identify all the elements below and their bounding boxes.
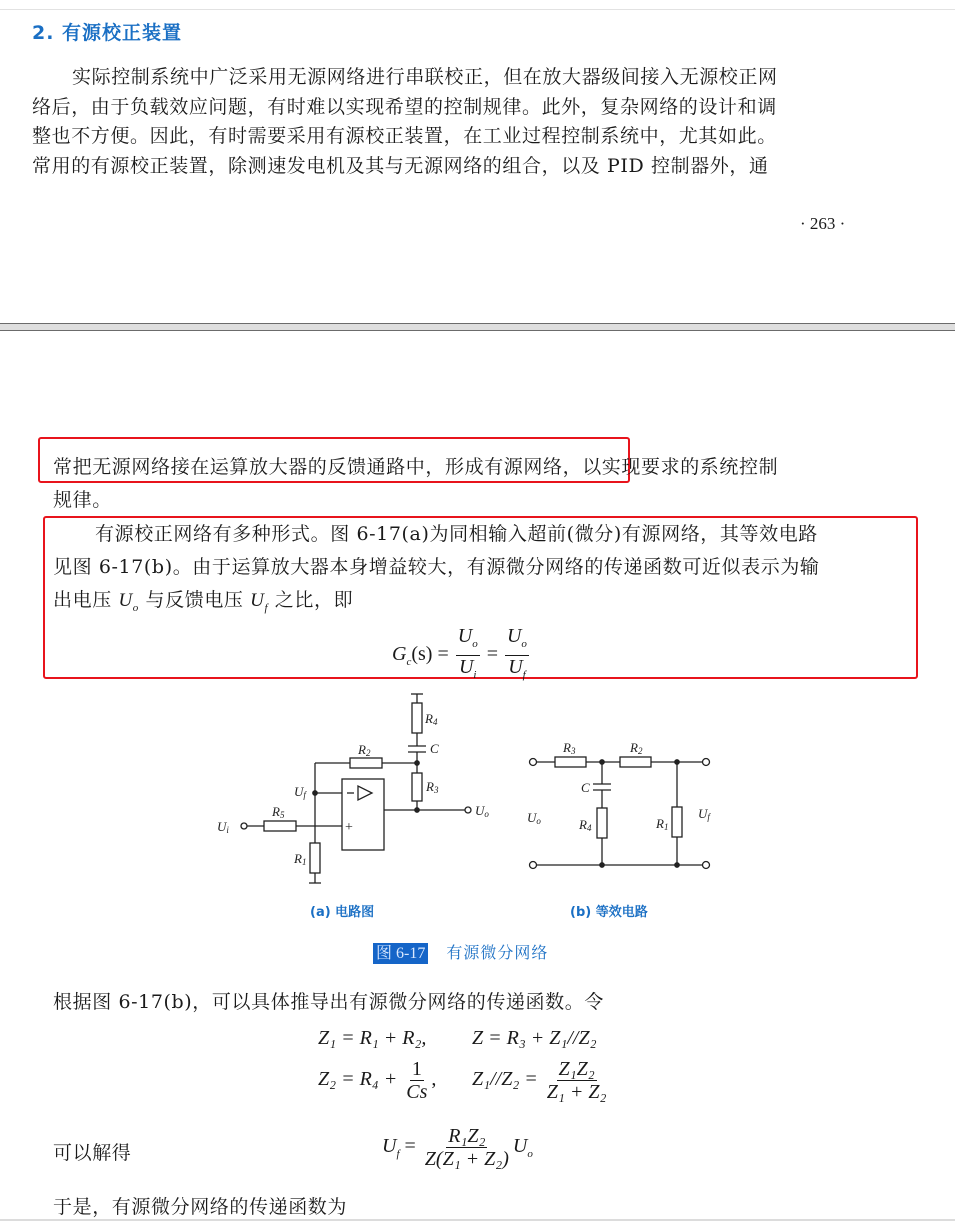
para2-line3: 出电压 $U_o$ 与反馈电压 $U_f$ 之比，即 [53, 589, 354, 614]
figure-title: 有源微分网络 [446, 943, 549, 962]
page-top-border [0, 9, 955, 10]
svg-text:C: C [581, 780, 590, 795]
page-number: · 263 · [800, 214, 846, 233]
svg-text:R2: R2 [358, 742, 371, 758]
equation-z: Z = R₃ + Z₁//Z₂ [472, 1027, 597, 1049]
para2-line2: 见图 6-17(b)。由于运算放大器本身增益较大，有源微分网络的传递函数可近似表示为输 [53, 556, 820, 578]
figure-a-caption: (a) 电路图 [310, 905, 375, 920]
svg-text:Uf: Uf [294, 784, 306, 800]
derivation-intro: 根据图 6-17(b)，可以具体推导出有源微分网络的传递函数。令 [53, 991, 604, 1013]
circuit-diagram-a [200, 685, 520, 895]
equation-z1-parallel-z2: Z₁//Z₂ = $\frac{\text{Z₁Z₂}}{\text{Z₁ + Z₂}}$ [472, 1058, 607, 1103]
svg-text:Uf: Uf [698, 806, 710, 822]
equation-gc: $G_c(s)$ = $\frac{U_o}{U_i}$ = $\frac{U_o}{U_f}$ [392, 625, 527, 681]
paragraph-line: 整也不方便。因此，有时需要采用有源校正装置，在工业过程控制系统中，尤其如此。 [32, 125, 777, 147]
conclusion-line: 于是，有源微分网络的传递函数为 [53, 1196, 348, 1218]
para2-line1: 有源校正网络有多种形式。图 6-17(a)为同相输入超前(微分)有源网络，其等效电路 [95, 523, 818, 545]
figure-b-caption: (b) 等效电路 [570, 905, 648, 920]
page-separator [0, 323, 955, 331]
svg-text:Uo: Uo [527, 810, 541, 826]
svg-text:C: C [430, 741, 439, 756]
svg-text:R4: R4 [579, 817, 592, 833]
figure-caption [373, 940, 548, 963]
circuit-diagram-b [510, 730, 730, 890]
line-feedback-path: 常把无源网络接在运算放大器的反馈通路中，形成有源网络，以实现要求的系统控制 [53, 456, 779, 478]
figure-number: 图 6-17 [373, 943, 428, 964]
svg-text:R4: R4 [425, 711, 438, 727]
paragraph-line: 络后，由于负载效应问题，有时难以实现希望的控制规律。此外，复杂网络的设计和调 [32, 95, 777, 118]
svg-text:R5: R5 [272, 804, 285, 820]
equation-uf: $U_f$ = $\frac{\text{R₁Z₂}}{\text{Z(Z₁ + Z₂)}}$ $U_o$ [382, 1125, 533, 1170]
svg-text:Uo: Uo [475, 803, 489, 819]
section-heading: 2. 有源校正装置 [32, 22, 183, 44]
svg-text:R3: R3 [426, 779, 439, 795]
svg-text:R1: R1 [294, 851, 307, 867]
line-control-law: 规律。 [53, 489, 112, 511]
page-bottom-border [0, 1219, 955, 1221]
paragraph-line: 常用的有源校正装置，除测速发电机及其与无源网络的组合，以及 PID 控制器外，通 [32, 154, 769, 177]
svg-text:R2: R2 [630, 740, 643, 756]
solve-label: 可以解得 [53, 1142, 132, 1164]
equation-z1: Z₁ = R₁ + R₂, [318, 1027, 427, 1049]
equation-z2: Z₂ = R₄ + $\frac{1}{Cs}$ , [318, 1058, 437, 1103]
svg-text:R3: R3 [563, 740, 576, 756]
svg-text:+: + [345, 820, 353, 835]
svg-text:Ui: Ui [217, 819, 229, 835]
svg-text:R1: R1 [656, 816, 669, 832]
paragraph-line: 实际控制系统中广泛采用无源网络进行串联校正，但在放大器级间接入无源校正网 [72, 66, 778, 88]
paragraph-passive-network [32, 63, 862, 181]
